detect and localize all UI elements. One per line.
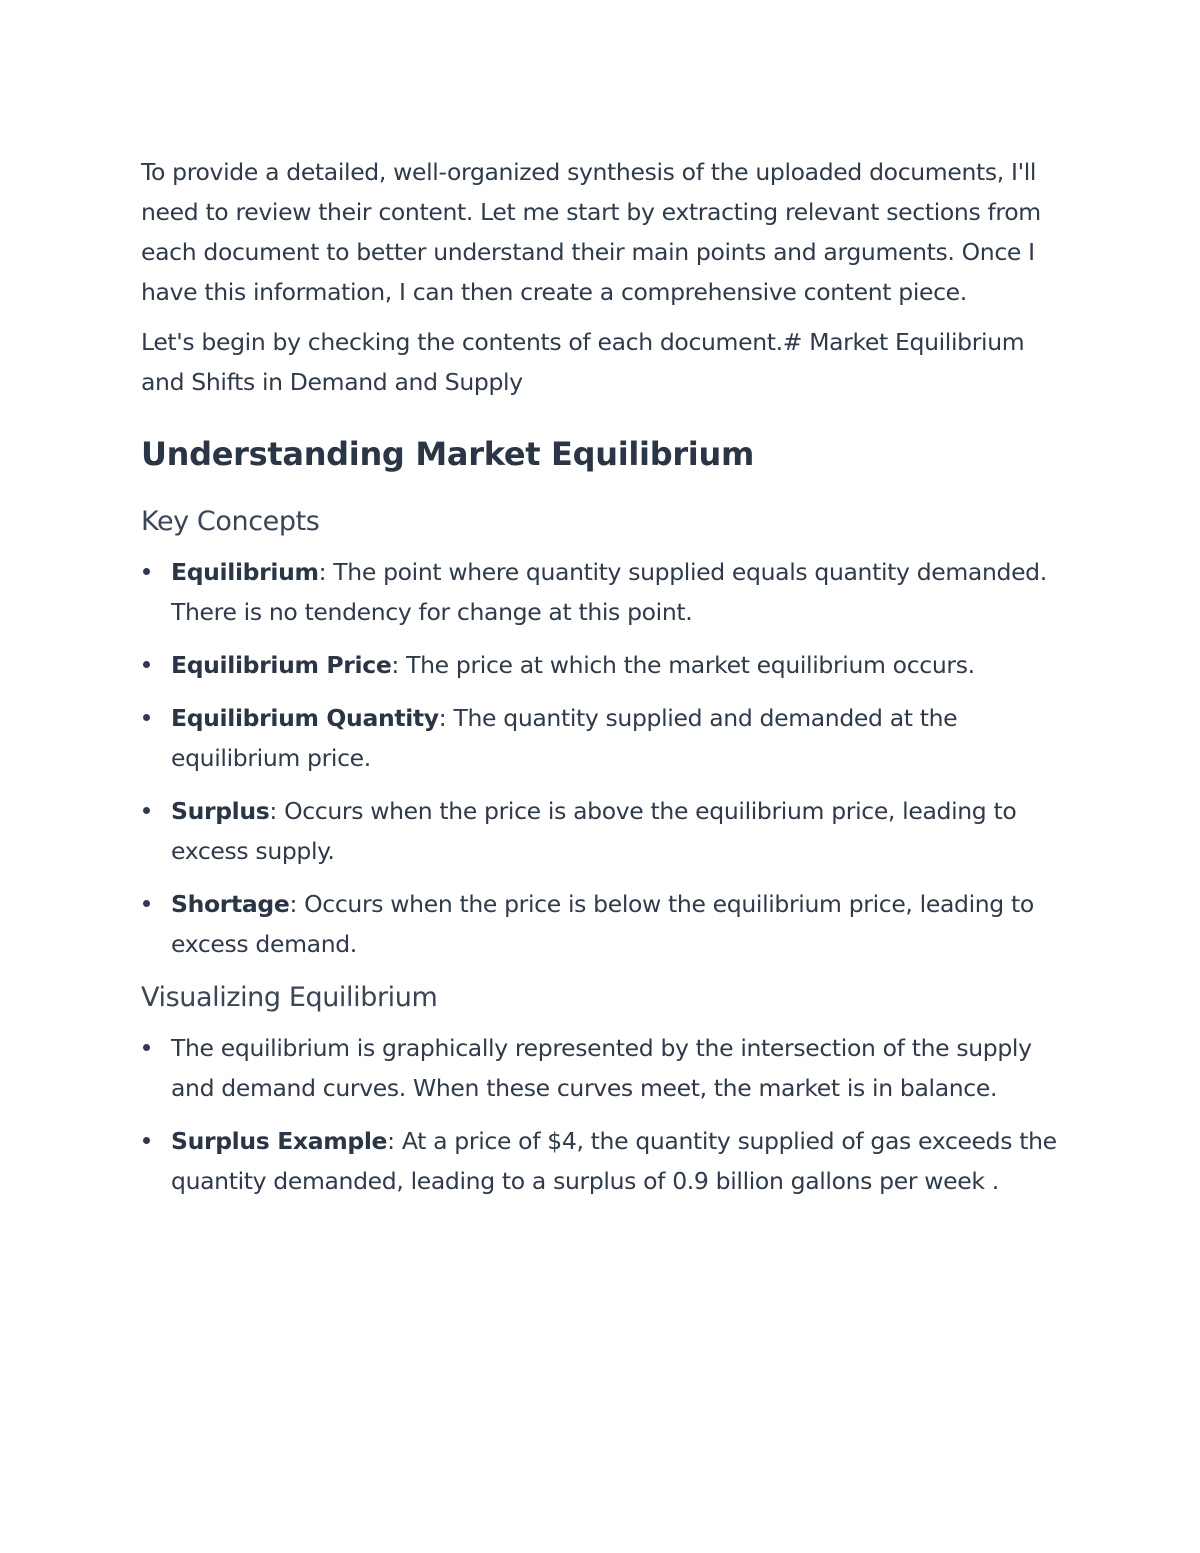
- intro-paragraph-1: To provide a detailed, well-organized synthesis of the uploaded documents, I'll need to review their content. Let me start by extracting relevant sections from each document to better understand their main points and arguments. Once I have this information, I can then create a comprehensive content piece.: [141, 158, 1041, 306]
- document-page: [141, 152, 1071, 1214]
- bullet-icon: [143, 807, 150, 814]
- bullet-icon: [143, 661, 150, 668]
- bullet-icon: [143, 1044, 150, 1051]
- list-item: [141, 791, 1071, 871]
- definition: : Occurs when the price is below the equilibrium price, leading to excess demand.: [171, 890, 1034, 958]
- definition: : The price at which the market equilibrium occurs.: [391, 651, 975, 679]
- definition: : The point where quantity supplied equals quantity demanded. There is no tendency for change at this point.: [171, 558, 1047, 626]
- list-item: [141, 1028, 1071, 1108]
- term: Equilibrium Price: [171, 651, 392, 679]
- list-item: [141, 552, 1071, 632]
- key-concepts-list: [141, 552, 1071, 964]
- visualizing-equilibrium-heading: Visualizing Equilibrium: [141, 982, 438, 1013]
- term: Equilibrium: [171, 558, 319, 586]
- intro-paragraph-2: Let's begin by checking the contents of each document.# Market Equilibrium and Shifts in Demand and Supply: [141, 328, 1025, 396]
- term: Shortage: [171, 890, 290, 918]
- list-item: [141, 884, 1071, 964]
- definition: : The quantity supplied and demanded at the equilibrium price.: [171, 704, 958, 772]
- list-item: [141, 1121, 1071, 1201]
- term: Surplus: [171, 797, 270, 825]
- bullet-icon: [143, 568, 150, 575]
- bullet-icon: [143, 1137, 150, 1144]
- definition: : Occurs when the price is above the equilibrium price, leading to excess supply.: [171, 797, 1017, 865]
- definition: The equilibrium is graphically represented by the intersection of the supply and demand curves. When these curves meet, the market is in balance.: [171, 1034, 1032, 1102]
- list-item: [141, 645, 1071, 685]
- term: Surplus Example: [171, 1127, 388, 1155]
- list-item: [141, 698, 1071, 778]
- definition: : At a price of $4, the quantity supplied of gas exceeds the quantity demanded, leading to a surplus of 0.9 billion gallons per week .: [171, 1127, 1057, 1195]
- bullet-icon: [143, 900, 150, 907]
- term: Equilibrium Quantity: [171, 704, 439, 732]
- main-heading: Understanding Market Equilibrium: [141, 435, 754, 473]
- bullet-icon: [143, 714, 150, 721]
- visualizing-list: [141, 1028, 1071, 1201]
- key-concepts-heading: Key Concepts: [141, 506, 320, 537]
